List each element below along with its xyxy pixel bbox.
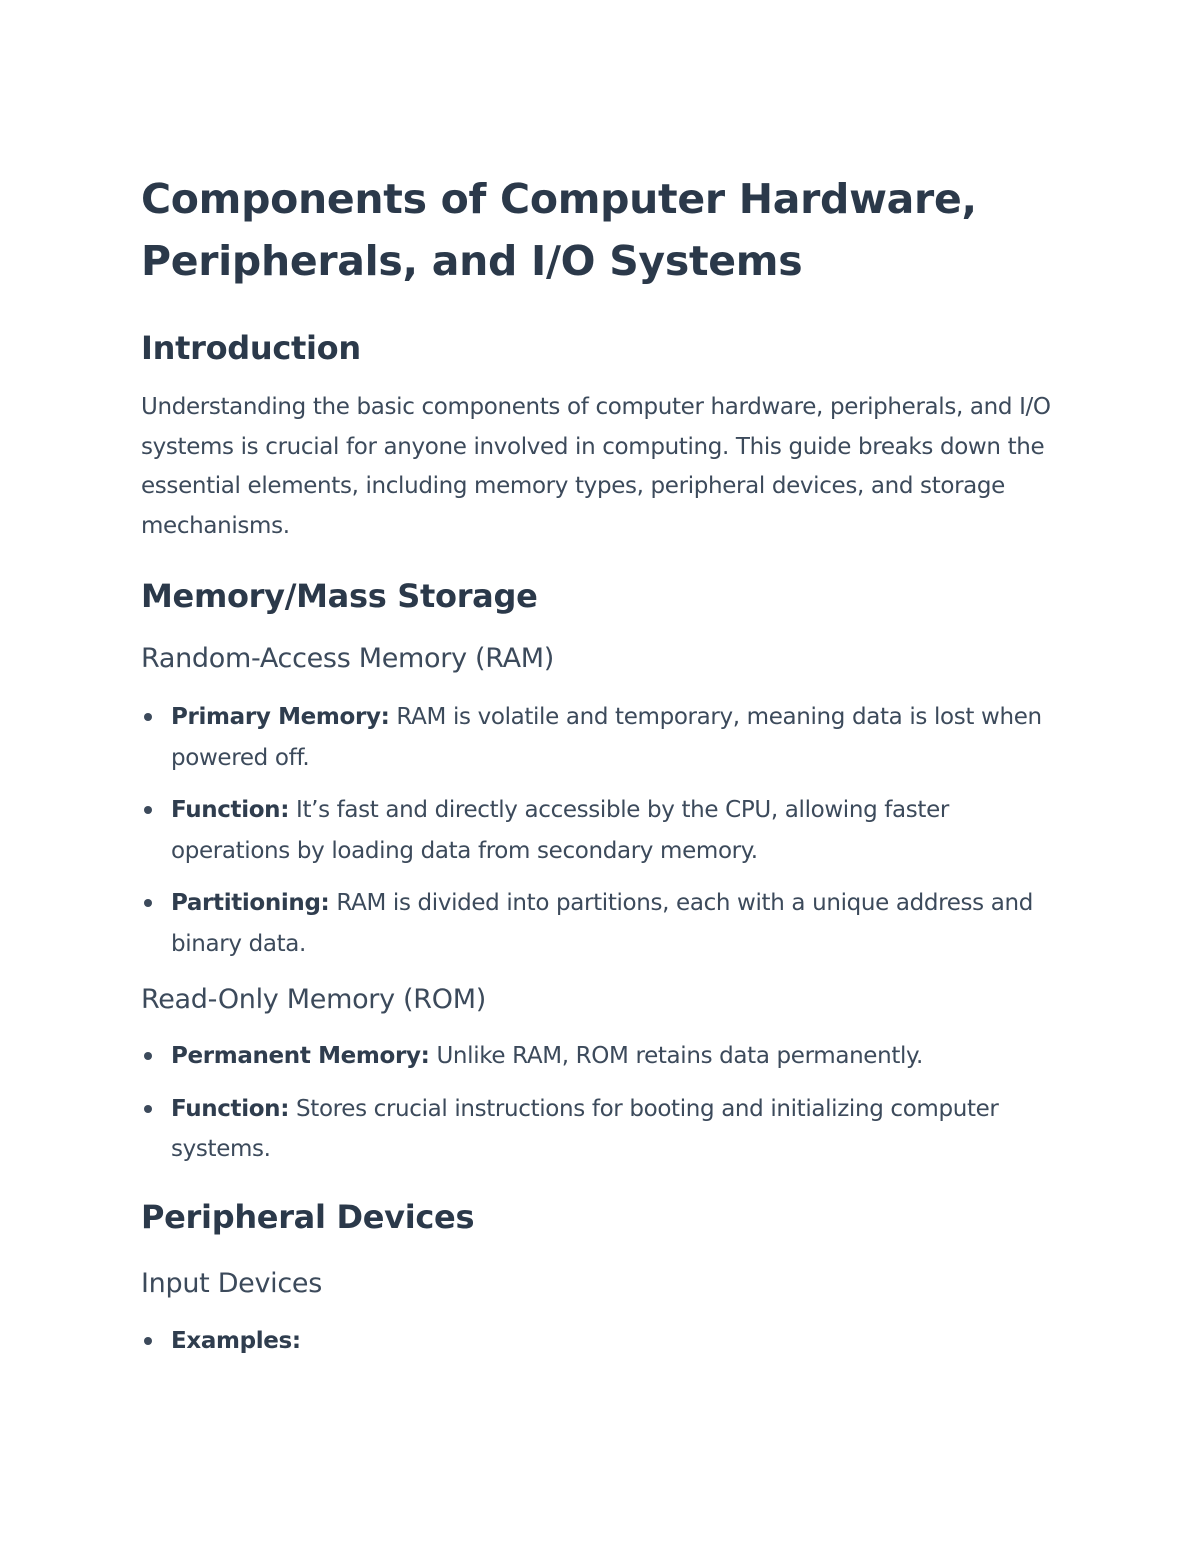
list-item <box>141 883 1061 964</box>
document-page <box>141 168 1061 1361</box>
list-item-text: Unlike RAM, ROM retains data permanently. <box>429 1043 923 1069</box>
memory-storage-heading: Memory/Mass Storage <box>141 577 538 615</box>
list-item-label: Examples: <box>171 1327 301 1354</box>
input-devices-heading: Input Devices <box>141 1267 323 1299</box>
list-item-label: Primary Memory: <box>171 704 390 730</box>
introduction-heading: Introduction <box>141 329 361 367</box>
list-item-label: Permanent Memory: <box>171 1043 430 1069</box>
list-item <box>141 1036 1061 1077</box>
bullet-icon <box>144 1052 152 1060</box>
rom-list <box>141 1036 1061 1170</box>
list-item <box>141 1321 1061 1362</box>
list-item-label: Function: <box>171 1095 290 1122</box>
ram-heading: Random-Access Memory (RAM) <box>141 643 555 674</box>
document-title: Components of Computer Hardware, Peripherals, and I/O Systems <box>141 175 977 285</box>
ram-list <box>141 697 1061 964</box>
rom-heading: Read-Only Memory (ROM) <box>141 984 486 1015</box>
list-item-label: Function: <box>171 797 290 823</box>
bullet-icon <box>144 1337 152 1345</box>
peripheral-devices-heading: Peripheral Devices <box>141 1197 475 1236</box>
bullet-icon <box>144 1105 152 1113</box>
list-item <box>141 697 1061 778</box>
list-item <box>141 1089 1061 1170</box>
bullet-icon <box>144 806 152 814</box>
list-item-label: Partitioning: <box>171 890 330 916</box>
bullet-icon <box>144 899 152 907</box>
list-item-text: Stores crucial instructions for booting and initializing computer systems. <box>171 1095 999 1162</box>
introduction-paragraph: Understanding the basic components of computer hardware, peripherals, and I/O systems is crucial for anyone involved in computing. This guide breaks down the essential elements, including memory types, peripheral devices, and storage mechanisms. <box>141 394 1051 539</box>
bullet-icon <box>144 713 152 721</box>
list-item-text: It’s fast and directly accessible by the CPU, allowing faster operations by loading data from secondary memory. <box>171 797 949 864</box>
list-item-text: RAM is volatile and temporary, meaning data is lost when powered off. <box>171 704 1042 771</box>
list-item-text: RAM is divided into partitions, each with a unique address and binary data. <box>171 890 1033 957</box>
list-item <box>141 790 1061 871</box>
input-devices-list <box>141 1321 1061 1362</box>
